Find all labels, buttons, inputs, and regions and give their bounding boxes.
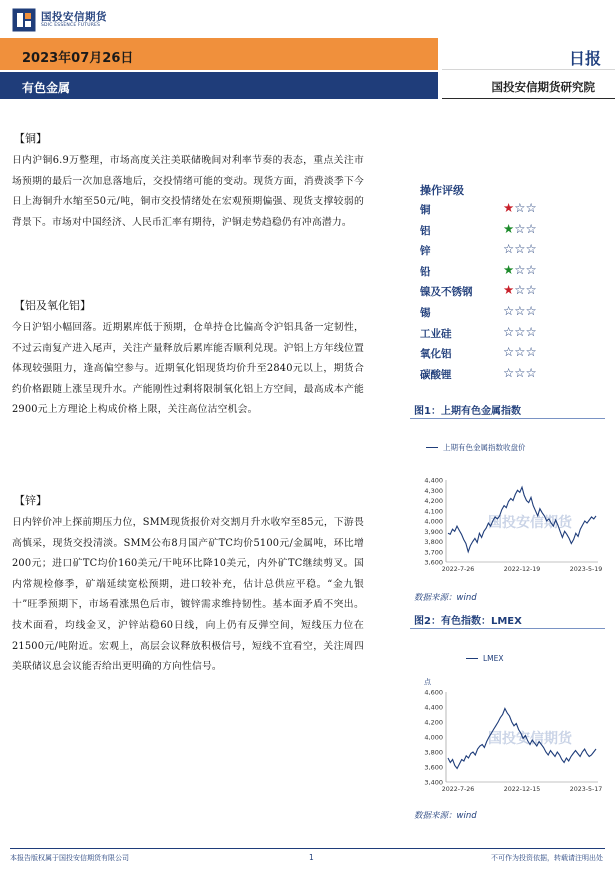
star-empty-icon: ☆ (525, 220, 537, 236)
rating-stars (503, 344, 537, 359)
x-tick-label: 2022-7-26 (441, 566, 475, 573)
rating-row (420, 364, 570, 388)
rating-title: 操作评级 (420, 184, 464, 197)
rating-row (420, 261, 570, 285)
rating-stars (503, 221, 537, 236)
rating-commodity-name: 铅 (420, 265, 431, 278)
star-empty-icon: ☆ (525, 261, 537, 277)
figure-2-chart (412, 664, 602, 799)
rating-stars (503, 365, 537, 380)
x-tick-label: 2022-12-15 (503, 786, 541, 793)
rating-commodity-name: 氧化铝 (420, 348, 452, 361)
star-empty-icon: ☆ (525, 344, 537, 360)
star-empty-icon: ☆ (503, 303, 515, 318)
star-empty-icon: ☆ (514, 220, 526, 236)
star-empty-icon: ☆ (503, 323, 515, 339)
logo-mark-icon (12, 8, 36, 32)
sector-name: 有色金属 (22, 81, 71, 95)
rating-commodity-name: 锌 (420, 245, 431, 258)
figure-1-chart (412, 458, 602, 583)
rating-stars (503, 241, 537, 256)
y-tick-label: 4,400 (424, 476, 443, 485)
page-number: 1 (309, 853, 314, 862)
y-tick-label: 3,800 (424, 538, 443, 546)
star-empty-icon: ☆ (525, 200, 537, 215)
figure-2-legend-label: LMEX (483, 654, 504, 663)
rating-row (420, 323, 570, 347)
watermark: 国投安信期货 (488, 515, 572, 531)
star-empty-icon: ☆ (514, 241, 526, 257)
figure-2-source: 数据来源：wind (414, 811, 477, 821)
figure-2-rule (410, 628, 605, 629)
logo-chinese-name: 国投安信期货 (41, 10, 107, 23)
y-axis-label: 点 (424, 678, 431, 686)
figure-2-title: 图2：有色指数：LMEX (414, 616, 522, 627)
rating-commodity-name: 锡 (420, 307, 431, 319)
rating-commodity-name: 碳酸锂 (420, 368, 452, 381)
logo-english-name: SDIC ESSENCE FUTURES (41, 23, 101, 28)
watermark: 国投安信期货 (488, 731, 572, 747)
y-tick-label: 4,200 (424, 718, 443, 727)
y-tick-label: 3,600 (424, 763, 443, 772)
institute-name: 国投安信期货研究院 (491, 80, 595, 94)
star-empty-icon: ☆ (525, 364, 537, 380)
section-text-zinc: 日内锌价冲上探前期压力位，SMM现货报价对交割月升水收窄至85元，下游畏高慎采，现货交投清淡。SMM公布8月国产矿TC均价5100元/金属吨，环比增200元；进口矿TC均价160美元/干吨环比降10美元，内外矿TC继续剪叉。国内常规检修季，矿端延续宽松预期，进口较补充，估计总供应平稳。“金九银十”旺季预期下，市场看涨黑色后市，镀锌需求维持韧性。基本面矛盾不突出。技术面看，均线金叉，沪锌站稳60日线，向上仍有反弹空间，短线压力位在21500元/吨附近。宏观上，高层会议释放积极信号，短线不宜看空，关注周四美联储议息会议能否给出更明确的方向性信号。 (12, 517, 364, 673)
y-tick-label: 3,800 (424, 748, 443, 757)
rating-row (420, 220, 570, 244)
y-tick-label: 4,200 (424, 497, 443, 505)
y-tick-label: 3,600 (424, 558, 443, 567)
footer-disclaimer: 不可作为投资依据，转载请注明出处 (491, 854, 603, 862)
y-tick-label: 4,600 (424, 688, 443, 697)
rating-row (420, 305, 570, 326)
section-text-aluminum: 今日沪铝小幅回落。近期累库低于预期，仓单持仓比偏高令沪铝具备一定韧性，不过云南复产进入尾声，关注产量释放后累库能否顺利兑现。沪铝上方年线位置体现较强阻力，逢高偏空参与。近期氧化铝现货均价升至2840元以上，期货合约价格跟随上涨呈现升水。产能刚性过剩将限制氧化铝上方空间，最高成本产能2900元上方理论上构成价格上限，关注高位沽空机会。 (12, 322, 364, 416)
rating-commodity-name: 镍及不锈钢 (420, 286, 473, 299)
section-heading-zinc: 【锌】 (14, 494, 47, 507)
star-empty-icon: ☆ (514, 364, 526, 380)
star-empty-icon: ☆ (525, 303, 537, 318)
legend-line-icon (466, 658, 478, 659)
y-tick-label: 4,000 (424, 517, 443, 526)
star-filled-icon: ★ (503, 282, 515, 298)
rating-commodity-name: 铜 (420, 204, 431, 216)
section-heading-aluminum: 【铝及氧化铝】 (14, 299, 91, 312)
company-logo (12, 8, 107, 32)
figure-1-legend-label: 上期有色金属指数收盘价 (443, 443, 526, 452)
x-tick-label: 2022-12-19 (503, 566, 541, 573)
star-empty-icon: ☆ (514, 282, 526, 298)
legend-line-icon (426, 447, 438, 448)
rating-stars (503, 303, 537, 318)
star-empty-icon: ☆ (514, 200, 526, 215)
figure-1-title: 图1：上期有色金属指数 (414, 406, 521, 417)
footer-rule (10, 848, 605, 849)
star-empty-icon: ☆ (525, 323, 537, 339)
star-empty-icon: ☆ (525, 241, 537, 257)
figure-2-legend (466, 654, 504, 663)
rating-stars (503, 262, 537, 277)
report-type: 日报 (568, 49, 601, 68)
y-tick-label: 4,300 (424, 486, 443, 495)
rating-row (420, 284, 570, 305)
footer-copyright: 本报告版权属于国投安信期货有限公司 (10, 854, 129, 862)
star-empty-icon: ☆ (514, 323, 526, 339)
y-tick-label: 4,100 (424, 507, 443, 516)
rating-stars (503, 324, 537, 339)
x-tick-label: 2023-5-17 (569, 786, 602, 793)
star-filled-icon: ★ (503, 261, 515, 277)
y-tick-label: 4,400 (424, 703, 443, 712)
rating-row (420, 202, 570, 223)
rating-stars (503, 200, 537, 215)
y-tick-label: 3,400 (424, 778, 443, 787)
star-empty-icon: ☆ (503, 364, 515, 380)
rating-commodity-name: 铝 (420, 224, 431, 237)
figure-1-rule (410, 418, 605, 419)
y-tick-label: 3,700 (424, 548, 443, 557)
star-empty-icon: ☆ (503, 344, 515, 360)
star-empty-icon: ☆ (514, 344, 526, 360)
section-heading-copper: 【铜】 (14, 132, 47, 145)
rating-row (420, 346, 570, 367)
star-empty-icon: ☆ (514, 303, 526, 318)
x-tick-label: 2023-5-19 (569, 566, 602, 573)
star-empty-icon: ☆ (525, 282, 537, 298)
x-tick-label: 2022-7-26 (441, 786, 475, 793)
star-empty-icon: ☆ (503, 241, 515, 257)
y-tick-label: 3,900 (424, 527, 443, 536)
star-filled-icon: ★ (503, 220, 515, 236)
star-filled-icon: ★ (503, 200, 515, 215)
section-text-copper: 日内沪铜6.9万整理，市场高度关注美联储晚间对利率节奏的表态，重点关注市场预期的最后一次加息落地后，交投情绪可能的变动。现货方面，消费淡季下今日上海铜升水缩至50元/吨，铜市交投情绪处在宏观预期偏强、现货支撑较弱的背景下。市场对中国经济、人民币汇率有期待，沪铜走势趋稳仍有冲高潜力。 (12, 155, 364, 228)
star-empty-icon: ☆ (514, 261, 526, 277)
rating-commodity-name: 工业硅 (420, 327, 452, 340)
figure-1-source: 数据来源：wind (414, 593, 477, 603)
y-tick-label: 4,000 (424, 733, 443, 742)
rating-stars (503, 282, 537, 297)
report-date: 2023年07月26日 (22, 51, 134, 66)
rating-row (420, 243, 570, 264)
figure-1-legend (426, 442, 526, 453)
